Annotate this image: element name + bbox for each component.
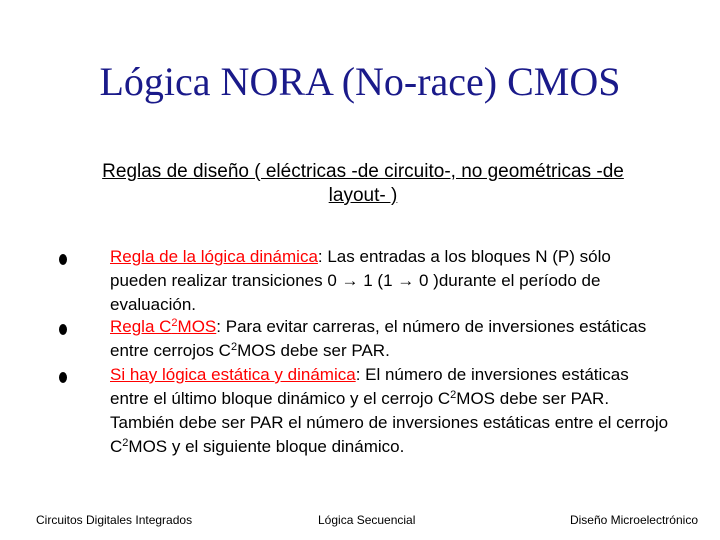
bullet-body-mid: MOS debe ser PAR. También debe ser PAR el número de inversiones estáticas entre el cerrojo C bbox=[110, 389, 669, 456]
slide-subtitle: Reglas de diseño ( eléctricas -de circuito-, no geométricas -de layout- ) bbox=[102, 161, 624, 206]
bullet-item-dynamic-logic-rule bbox=[110, 245, 670, 317]
bullet-body: : Para evitar carreras, el número de inversiones estáticas entre cerrojos C bbox=[110, 317, 647, 360]
bullet-item-static-dynamic-rule bbox=[110, 363, 670, 459]
footer-topic: Lógica Secuencial bbox=[318, 513, 416, 527]
bullet-body: : El número de inversiones estáticas entre el último bloque dinámico y el cerrojo C bbox=[110, 365, 629, 408]
bullet-lead: Regla de la lógica dinámica bbox=[110, 247, 318, 266]
bullet-body-end: MOS y el siguiente bloque dinámico. bbox=[128, 437, 405, 456]
footer-course: Circuitos Digitales Integrados bbox=[36, 513, 193, 527]
bullet-lead: Regla $C^2MOS$ bbox=[110, 317, 217, 336]
bullet-dot-icon bbox=[59, 324, 67, 335]
bullet-lead: Si hay lógica estática y dinámica bbox=[110, 365, 356, 384]
slide-title: Lógica NORA (No-race) CMOS bbox=[99, 59, 621, 104]
superscript: 2 bbox=[230, 341, 238, 353]
footer-subject: Diseño Microelectrónico bbox=[569, 513, 698, 527]
superscript: 2 bbox=[122, 437, 129, 449]
superscript: 2 bbox=[450, 389, 457, 401]
bullet-body: : Las entradas a los bloques N (P) sólo pueden realizar transiciones 0 → 1 (1 → 0 )durante el período de evaluación. bbox=[110, 247, 611, 314]
bullet-body-end: MOS debe ser PAR. bbox=[237, 341, 390, 360]
bullet-dot-icon bbox=[59, 372, 67, 383]
bullet-item-c2mos-rule bbox=[110, 315, 670, 363]
bullet-dot-icon bbox=[59, 254, 67, 265]
